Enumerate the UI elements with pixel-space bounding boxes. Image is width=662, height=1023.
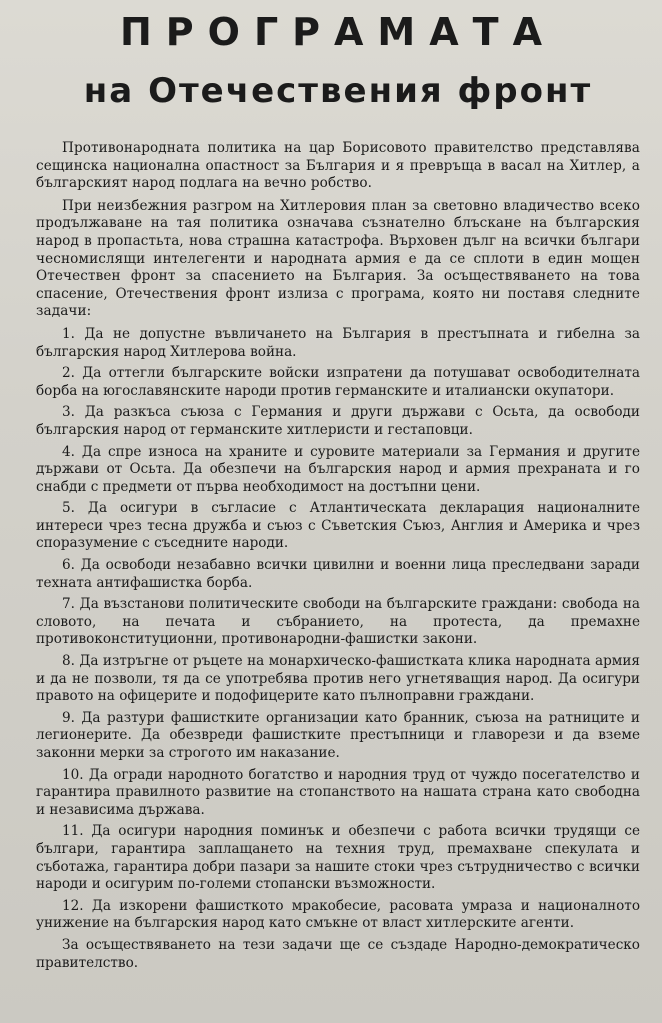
- program-item: 6. Да освободи незабавно всички цивилни и военни лица преследвани заради техната антифашистка борба.: [36, 557, 640, 591]
- program-item: 4. Да спре износа на храните и суровите материали за Германия и другите държави от Осьта. Да обезпечи на българския народ и армия прехраната и го снабди с предмети от първа необходимост на достъпни цени.: [36, 443, 640, 495]
- document-title: ПРОГРАМАТА: [120, 10, 556, 54]
- program-item: 12. Да изкорени фашисткото мракобесие, расовата умраза и националното унижение на българския народ като смъкне от власт хитлерските агенти.: [36, 897, 640, 932]
- program-item: 3. Да разкъса съюза с Германия и други държави с Осьта, да освободи българския народ от германските хитлеристи и гестаповци.: [36, 404, 640, 438]
- document-body: [36, 140, 640, 972]
- intro-paragraph: Противонародната политика на цар Борисовото правителство представлява сещинска национална опастност за България и я превръща в васал на Хитлер, а българският народ подлага на вечно робство.: [36, 140, 640, 192]
- program-item: 7. Да възстанови политическите свободи на българските граждани: свобода на словото, на печата и събранието, на протеста, да премахне противоконституционни, противонародни-фашистки закони.: [36, 596, 640, 648]
- closing-paragraph: За осъществяването на тези задачи ще се създаде Народно-демократическо правителство.: [36, 936, 640, 971]
- program-item: 2. Да оттегли българските войски изпратени да потушават освободителната борба на югославянските народи против германските и италиански окупатори.: [36, 365, 640, 399]
- document-subtitle: на Отечествения фронт: [83, 71, 593, 111]
- program-item: 5. Да осигури в съгласие с Атлантическата декларация националните интереси чрез тесна дружба и съюз с Съветския Съюз, Англия и Америка и чрез споразумение с съседните народи.: [36, 500, 640, 552]
- program-item: 1. Да не допустне въвличането на България в престъпната и гибелна за българския народ Хитлерова война.: [36, 325, 640, 360]
- intro-paragraph: При неизбежния разгром на Хитлеровия план за световно владичество всеко продължаване на тая политика означава съзнателно блъскане на българския народ в пропастьта, нова страшна катастрофа. Върховен дълг на всички българи чесномислящи интелегенти и народната армия е да се сплоти в един мощен Отечествен фронт за спасението на България. За осъществяването на това спасение, Отечествения фронт излиза с програма, която ни поставя следните задачи:: [36, 197, 640, 320]
- program-item: 10. Да огради народното богатство и народния труд от чуждо посегателство и гарантира правилното развитие на стопанството на нашата страна като свободна и независима държава.: [36, 766, 640, 818]
- program-item: 11. Да осигури народния поминък и обезпечи с работа всички трудящи се българи, гарантира заплащането на техния труд, премахване спекулата и съботажа, гарантира добри пазари за нашите стоки чрез сътрудничество с всички народи и осигурим по-големи стопански възможности.: [36, 823, 640, 893]
- program-item: 9. Да разтури фашистките организации като бранник, съюза на ратниците и легионерите. Да обезвреди фашистките престъпници и главорези и да вземе законни мерки за строгото им наказание.: [36, 709, 640, 761]
- program-item: 8. Да изтръгне от ръцете на монархическо-фашистката клика народната армия и да не позволи, тя да се употребява против него угнетяващия народ. Да осигури правото на офицерите и подофицерите като пълноправни граждани.: [36, 653, 640, 705]
